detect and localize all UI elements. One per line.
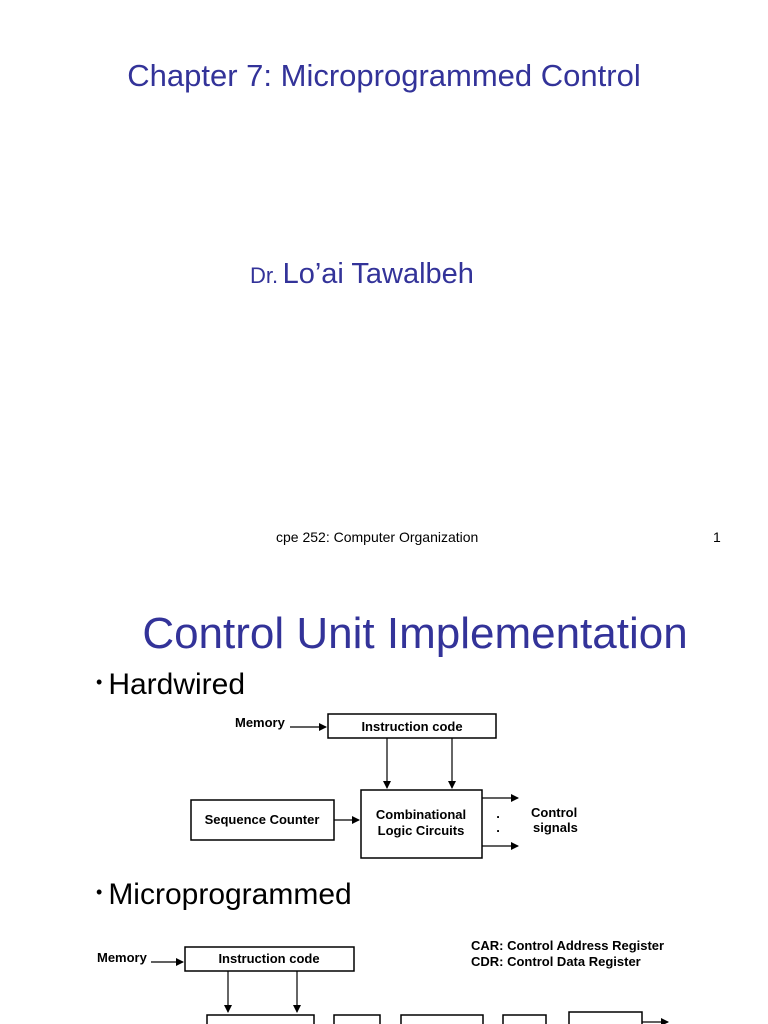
bullet-dot: • [96,882,103,902]
mp-memory-label: Memory [97,950,147,965]
author-name: Lo’ai Tawalbeh [282,258,474,290]
mp-cdr-legend: CDR: Control Data Register [471,954,641,969]
hw-control-line2: signals [533,820,578,835]
mp-control-memory-box [401,1015,483,1024]
bullet-microprogrammed-text: Microprogrammed [108,878,352,911]
slide-footer: cpe 252: Computer Organization [276,529,479,545]
mp-next-address-box [207,1015,314,1024]
bullet-dot: • [96,672,103,692]
mp-cdr-box [503,1015,546,1024]
hw-control-line1: Control [531,805,578,820]
author-line [250,258,474,291]
mp-instruction-code-label: Instruction code [218,951,320,966]
mp-car-legend: CAR: Control Address Register [471,938,665,953]
mp-decoder-box [569,1012,642,1024]
page-number: 1 [713,529,721,545]
slide-title: Control Unit Implementation [142,609,688,658]
hw-memory-label: Memory [235,715,285,730]
chapter-title: Chapter 7: Microprogrammed Control [127,58,641,93]
hw-dot-1: . [496,806,500,821]
hw-instruction-code-label: Instruction code [361,719,463,734]
author-prefix: Dr. [250,263,279,288]
mp-car-box [334,1015,380,1024]
microprogrammed-diagram [0,560,768,1024]
slide-2 [0,560,768,1024]
hw-combinational-line1: Combinational [375,807,467,822]
hw-combinational-line2: Logic Circuits [377,823,465,838]
hw-sequence-counter-label: Sequence Counter [204,812,320,827]
bullet-hardwired-text: Hardwired [108,668,246,701]
hw-dot-2: . [496,820,500,835]
